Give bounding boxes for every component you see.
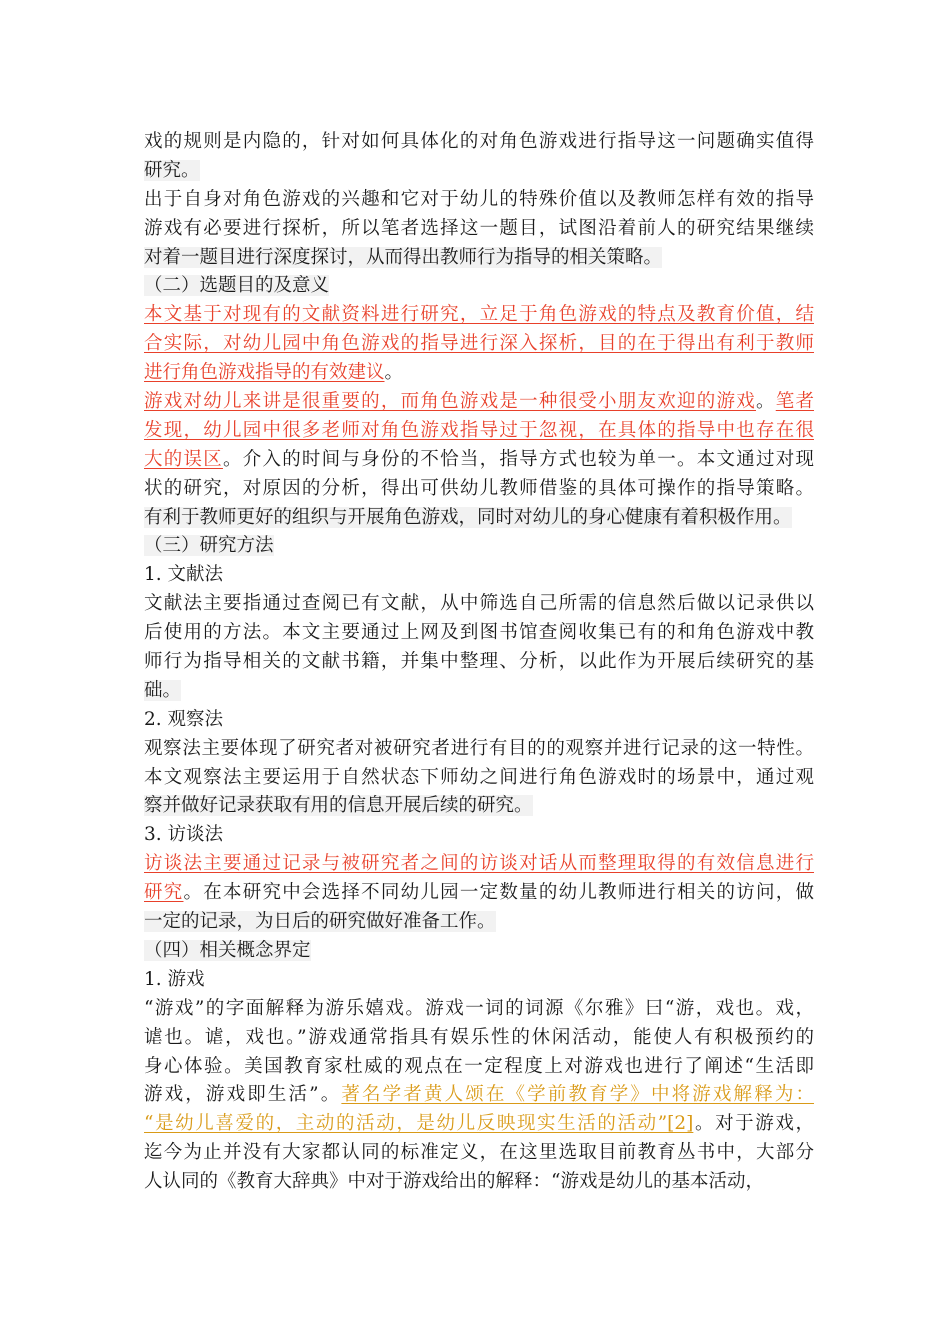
body-text: 。 <box>755 391 776 413</box>
body-text: 人认同的《教育大辞典》中对于游戏给出的解释：“游戏是幼儿的基本活动， <box>144 1171 764 1193</box>
highlighted-text: 本文基于对现有的文献资料进行研究，立足于角色游戏的特点及教育价值，结 <box>144 304 814 326</box>
section-heading <box>144 966 814 995</box>
body-text: 察并做好记录获取有用的信息开展后续的研究。 <box>144 795 533 817</box>
highlighted-text: 合实际，对幼儿园中角色游戏的指导进行深入探析，目的在于得出有利于教师 <box>144 333 814 355</box>
body-text: 。介入的时间与身份的不恰当，指导方式也较为单一。本文通过对现 <box>222 448 814 470</box>
body-text: 文献法主要指通过查阅已有文献，从中筛选自己所需的信息然后做以记录供以 <box>144 593 814 615</box>
text-line <box>144 272 814 301</box>
highlighted-text: 发现，幼儿园中很多老师对角色游戏指导过于忽视，在具体的指导中也存在很 <box>144 419 814 441</box>
text-line <box>144 1168 814 1197</box>
body-text: 2. 观察法 <box>144 708 224 730</box>
text-line <box>144 359 814 388</box>
body-text: 观察法主要体现了研究者对被研究者进行有目的的观察并进行记录的这一特性。 <box>144 737 814 759</box>
body-text: 戏的规则是内隐的，针对如何具体化的对角色游戏进行指导这一问题确实值得 <box>144 131 814 152</box>
body-text: （二）选题目的及意义 <box>144 275 330 297</box>
text-line <box>144 417 814 446</box>
document-page <box>144 128 814 1197</box>
text-line <box>144 706 814 735</box>
body-text: 本文观察法主要运用于自然状态下师幼之间进行角色游戏时的场景中，通过观 <box>144 766 814 788</box>
text-line <box>144 966 814 995</box>
text-line <box>144 330 814 359</box>
body-text: 师行为指导相关的文献书籍，并集中整理、分析，以此作为开展后续研究的基 <box>144 651 814 673</box>
body-text: 。 <box>384 362 404 384</box>
text-line <box>144 244 814 273</box>
body-text: 对着一题目进行深度探讨，从而得出教师行为指导的相关策略。 <box>144 246 663 268</box>
body-text: 。在本研究中会选择不同幼儿园一定数量的幼儿教师进行相关的访问，做 <box>183 882 814 904</box>
body-text: 础。 <box>144 679 182 701</box>
citation-text: “是幼儿喜爱的，主动的活动，是幼儿反映现实生活的活动”[2] <box>144 1113 694 1135</box>
text-line <box>144 1139 814 1168</box>
section-heading <box>144 937 814 966</box>
text-line <box>144 301 814 330</box>
body-text: 身心体验。美国教育家杜威的观点在一定程度上对游戏也进行了阐述“生活即 <box>144 1055 814 1077</box>
section-heading <box>144 821 814 850</box>
body-text: 游戏有必要进行探析，所以笔者选择这一题目，试图沿着前人的研究结果继续 <box>144 217 814 239</box>
text-line <box>144 561 814 590</box>
text-line <box>144 1024 814 1053</box>
text-line <box>144 186 814 215</box>
text-line <box>144 735 814 764</box>
text-line <box>144 879 814 908</box>
section-heading <box>144 532 814 561</box>
body-text: 游戏，游戏即生活”。 <box>144 1084 342 1106</box>
body-text: 谑也。谑，戏也。”游戏通常指具有娱乐性的休闲活动，能使人有积极预约的 <box>144 1026 814 1048</box>
paragraph <box>144 590 814 706</box>
highlighted-text: 访谈法主要通过记录与被研究者之间的访谈对话从而整理取得的有效信息进行 <box>144 853 814 875</box>
text-line <box>144 157 814 186</box>
text-line <box>144 1053 814 1082</box>
paragraph <box>144 128 814 186</box>
body-text: （三）研究方法 <box>144 535 274 557</box>
paragraph <box>144 388 814 532</box>
text-line <box>144 937 814 966</box>
text-line <box>144 995 814 1024</box>
paragraph <box>144 850 814 937</box>
section-heading <box>144 706 814 735</box>
text-line <box>144 850 814 879</box>
highlighted-text: 进行角色游戏指导的有效建议 <box>144 362 385 384</box>
body-text: 有利于教师更好的组织与开展角色游戏，同时对幼儿的身心健康有着积极作用。 <box>144 506 792 528</box>
highlighted-text: 大的误区 <box>144 448 223 470</box>
text-line <box>144 821 814 850</box>
text-line <box>144 388 814 417</box>
body-text: 状的研究，对原因的分析，得出可供幼儿教师借鉴的具体可操作的指导策略。 <box>144 477 814 499</box>
text-line <box>144 619 814 648</box>
body-text: 出于自身对角色游戏的兴趣和它对于幼儿的特殊价值以及教师怎样有效的指导 <box>144 188 814 210</box>
paragraph <box>144 301 814 388</box>
body-text: 研究。 <box>144 159 200 181</box>
text-line <box>144 1110 814 1139</box>
body-text: 1. 文献法 <box>144 564 224 586</box>
text-line <box>144 764 814 793</box>
body-text: “游戏”的字面解释为游乐嬉戏。游戏一词的词源《尔雅》曰“游，戏也。戏， <box>144 997 814 1019</box>
text-line <box>144 590 814 619</box>
text-line <box>144 128 814 157</box>
text-line <box>144 475 814 504</box>
body-text: 一定的记录，为日后的研究做好准备工作。 <box>144 911 496 933</box>
highlighted-text: 研究 <box>144 882 184 904</box>
body-text: （四）相关概念界定 <box>144 939 311 961</box>
body-text: 1. 游戏 <box>144 968 205 990</box>
section-heading <box>144 561 814 590</box>
highlighted-text: 笔者 <box>775 391 814 413</box>
section-heading <box>144 272 814 301</box>
body-text: 迄今为止并没有大家都认同的标准定义，在这里选取目前教育丛书中，大部分 <box>144 1142 814 1164</box>
body-text: 后使用的方法。本文主要通过上网及到图书馆查阅收集已有的和角色游戏中教 <box>144 622 814 644</box>
citation-text: 著名学者黄人颂在《学前教育学》中将游戏解释为： <box>341 1084 814 1106</box>
body-text: 。对于游戏， <box>693 1113 814 1135</box>
highlighted-text: 游戏对幼儿来讲是很重要的，而角色游戏是一种很受小朋友欢迎的游戏 <box>144 391 756 413</box>
text-line <box>144 908 814 937</box>
paragraph <box>144 735 814 822</box>
text-line <box>144 648 814 677</box>
text-line <box>144 677 814 706</box>
text-line <box>144 532 814 561</box>
text-line <box>144 215 814 244</box>
paragraph <box>144 995 814 1197</box>
text-line <box>144 792 814 821</box>
body-text: 3. 访谈法 <box>144 824 224 846</box>
paragraph <box>144 186 814 273</box>
text-line <box>144 1081 814 1110</box>
text-line <box>144 504 814 533</box>
text-line <box>144 446 814 475</box>
